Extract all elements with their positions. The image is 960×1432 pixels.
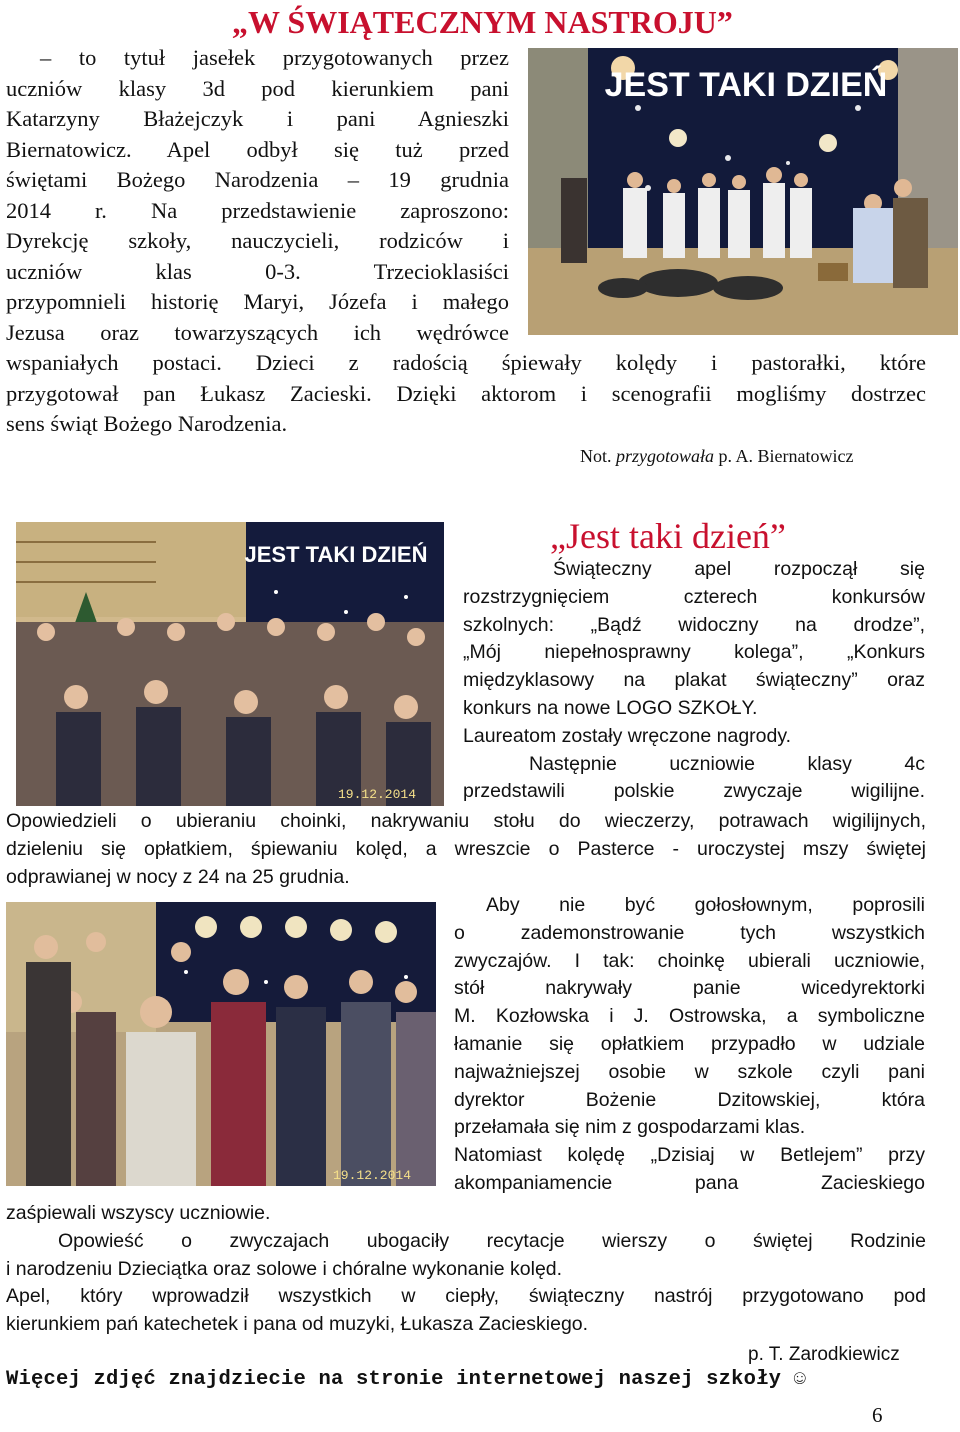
text-line: M. Kozłowska i J. Ostrowska, a symboliczne	[454, 1005, 925, 1028]
article1-intro-text	[6, 43, 509, 348]
text-line: o zademonstrowanie tych wszystkich	[454, 921, 925, 944]
article1-signature: Not. przygotowała p. A. Biernatowicz	[580, 446, 854, 466]
article1-title: „W ŚWIĄTECZNYM NASTROJU”	[232, 4, 733, 40]
banner-text: JEST TAKI DZIEŃ	[244, 542, 428, 567]
text-line: sens świąt Bożego Narodzenia.	[6, 411, 288, 436]
text-line: Aby nie być gołosłownym, poprosili	[486, 894, 925, 916]
text-line: przedstawili polskie zwyczaje wigilijne.	[463, 780, 925, 803]
text-line: odprawianej w nocy z 24 na 25 grudnia.	[6, 865, 350, 888]
banner-text: JEST TAKI DZIEŃ	[604, 66, 888, 104]
article2-intro-text	[463, 556, 925, 806]
text-line: zaśpiewali wszyscy uczniowie.	[6, 1202, 271, 1224]
text-line: Świąteczny apel rozpoczął się	[553, 558, 925, 580]
text-line: wspaniałych postaci. Dzieci z radością śpiewały kolędy i pastorałki, które	[6, 350, 926, 375]
text-line: i narodzeniu Dzieciątka oraz solowe i chóralne wykonanie kolęd.	[6, 1257, 563, 1280]
text-line: kierunkiem pań katechetek i pana od muzyki, Łukasza Zacieskiego.	[6, 1313, 589, 1336]
text-line: szkolnych: „Bądź widoczny na drodze”,	[463, 613, 925, 636]
text-line: przełamała się nim z gospodarzami klas.	[454, 1116, 806, 1139]
article2-demonstration-text	[454, 892, 925, 1198]
text-line: dzieleniu się opłatkiem, śpiewaniu kolęd, a wreszcie o Pasterce - uroczystej mszy świętej	[6, 837, 926, 860]
text-line: Biernatowicz. Apel odbył się tuż przed	[6, 136, 509, 162]
text-line: Katarzyny Błażejczyk i pani Agnieszki	[6, 106, 509, 131]
text-line: łamanie się opłatkiem przypadło w udziale	[454, 1032, 925, 1055]
article2-traditions-text	[6, 808, 926, 891]
text-line: dyrektor Bożenie Dzitowskiej, która	[454, 1088, 925, 1111]
text-line: Apel, który wprowadził wszystkich w ciepły, świąteczny nastrój przygotowano pod	[6, 1285, 926, 1308]
nativity-play-photo	[528, 48, 958, 335]
text-line: międzyklasowy na plakat świąteczny” oraz	[463, 669, 925, 692]
wafer-sharing-photo	[6, 902, 436, 1186]
text-line: uczniów klasy 3d pod kierunkiem pani	[6, 75, 509, 101]
text-line: zwyczajów. I tak: choinkę ubierali uczniowie,	[454, 949, 925, 972]
article1-text-full	[6, 348, 926, 440]
text-line: Opowieść o zwyczajach ubogaciły recytacje wierszy o świętej Rodzinie	[58, 1229, 926, 1252]
text-line: konkurs na nowe LOGO SZKOŁY.	[463, 696, 758, 719]
article2-closing-text	[6, 1200, 926, 1339]
text-line: świętami Bożego Narodzenia – 19 grudnia	[6, 167, 509, 192]
more-photos-note: Więcej zdjęć znajdziecie na stronie internetowej naszej szkoły ☺	[6, 1368, 807, 1391]
text-line: przypomnieli historię Maryi, Józefa i małego	[6, 289, 509, 314]
page-number: 6	[872, 1403, 883, 1427]
text-line: Natomiast kolędę „Dzisiaj w Betlejem” przy	[454, 1144, 925, 1167]
text-line: Opowiedzieli o ubieraniu choinki, nakrywaniu stołu do wieczerzy, potrawach wigilijnych,	[6, 810, 926, 832]
article2-title: „Jest taki dzień”	[550, 516, 786, 556]
assembly-photo	[16, 522, 444, 806]
text-line: najważniejszej osobie w szkole czyli pani	[454, 1060, 925, 1083]
text-line: – to tytuł jasełek przygotowanych przez	[40, 45, 509, 70]
text-line: Laureatom zostały wręczone nagrody.	[463, 724, 792, 747]
text-line: Dyrekcję szkoły, nauczycieli, rodziców i	[6, 228, 509, 253]
article2-signature: p. T. Zarodkiewicz	[748, 1344, 900, 1365]
text-line: akompaniamencie pana Zacieskiego	[454, 1171, 925, 1194]
text-line: przygotował pan Łukasz Zacieski. Dzięki aktorom i scenografii mogliśmy dostrzec	[6, 380, 926, 406]
text-line: Następnie uczniowie klasy 4c	[529, 752, 925, 775]
date-stamp: 19.12.2014	[337, 787, 416, 802]
text-line: rozstrzygnięciem czterech konkursów	[463, 585, 925, 608]
text-line: „Mój niepełnosprawny kolega”, „Konkurs	[463, 641, 925, 664]
date-stamp: 19.12.2014	[332, 1168, 411, 1183]
text-line: Jezusa oraz towarzyszących ich wędrówce	[6, 319, 509, 345]
text-line: uczniów klas 0-3. Trzecioklasiści	[6, 258, 509, 284]
text-line: 2014 r. Na przedstawienie zaproszono:	[6, 197, 509, 223]
text-line: stół nakrywały panie wicedyrektorki	[454, 977, 925, 1000]
